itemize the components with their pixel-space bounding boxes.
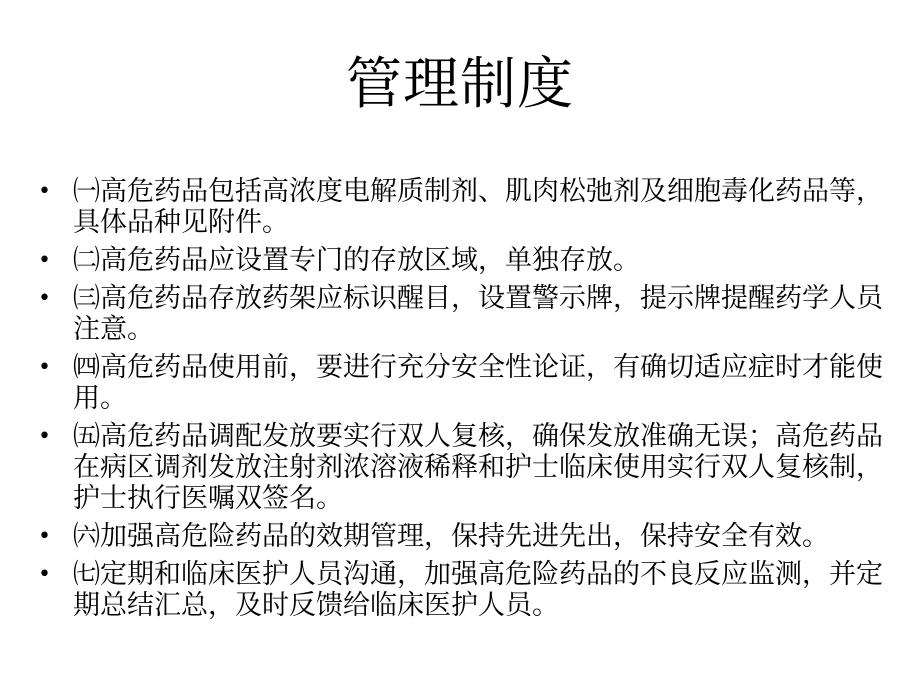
bullet-icon: • <box>38 424 51 449</box>
list-item <box>38 245 884 276</box>
bullet-icon: • <box>38 355 51 380</box>
list-item <box>38 283 884 345</box>
rule-list <box>38 176 884 628</box>
list-item-text: ㈡高危药品应设置专门的存放区域，单独存放。 <box>73 245 640 276</box>
bullet-icon: • <box>38 179 51 204</box>
bullet-icon: • <box>38 286 51 311</box>
list-item-text: ㈠高危药品包括高浓度电解质制剂、肌肉松弛剂及细胞毒化药品等，具体品种见附件。 <box>73 176 883 238</box>
list-item-text: ㈦定期和临床医护人员沟通，加强高危险药品的不良反应监测，并定期总结汇总，及时反馈给临床医护人员。 <box>73 559 883 621</box>
list-item-text: ㈥加强高危险药品的效期管理，保持先进先出，保持安全有效。 <box>73 521 829 552</box>
slide-title: 管理制度 <box>346 52 574 117</box>
list-item <box>38 352 884 414</box>
list-item-text: ㈣高危药品使用前，要进行充分安全性论证，有确切适应症时才能使用。 <box>73 352 883 414</box>
bullet-icon: • <box>38 524 51 549</box>
list-item-text: ㈤高危药品调配发放要实行双人复核，确保发放准确无误；高危药品在病区调剂发放注射剂浓溶液稀释和护士临床使用实行双人复核制，护士执行医嘱双签名。 <box>73 421 883 514</box>
list-item <box>38 176 884 238</box>
bullet-icon: • <box>38 562 51 587</box>
list-item <box>38 559 884 621</box>
list-item <box>38 421 884 514</box>
list-item <box>38 521 884 552</box>
bullet-icon: • <box>38 248 51 273</box>
list-item-text: ㈢高危药品存放药架应标识醒目，设置警示牌，提示牌提醒药学人员注意。 <box>73 283 883 345</box>
